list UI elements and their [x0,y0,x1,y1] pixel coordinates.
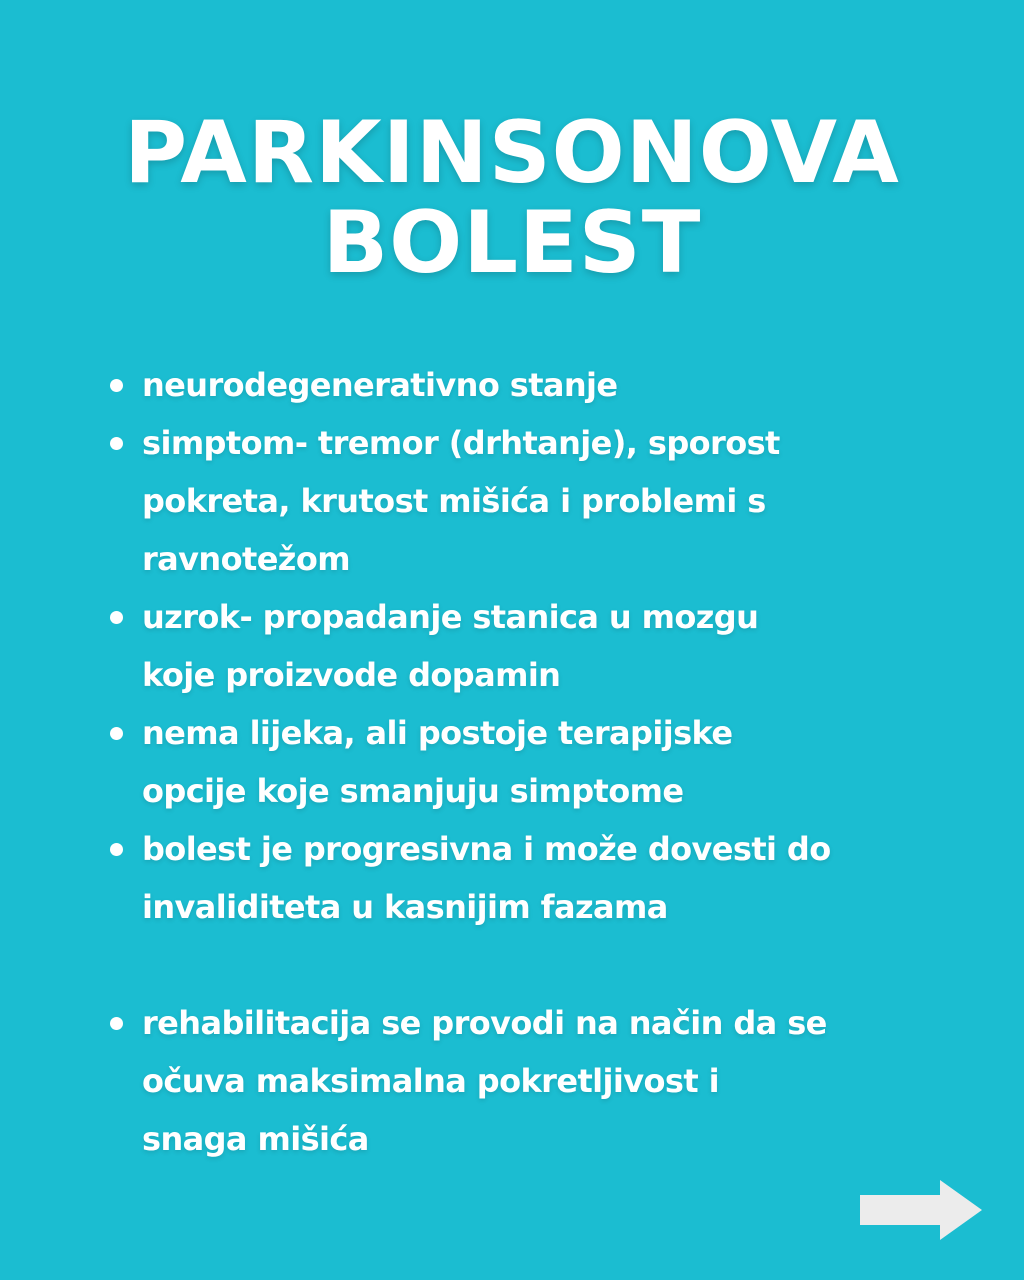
bullet-item [110,414,940,588]
bullet-line: opcije koje smanjuju simptome [142,772,684,810]
title-line-1: PARKINSONOVA [124,103,900,203]
bullet-line: nema lijeka, ali postoje terapijske [142,714,733,752]
bullet-line: pokreta, krutost mišića i problemi s [142,482,766,520]
bullet-line: koje proizvode dopamin [142,656,561,694]
bullet-item [110,704,940,820]
bullet-line: neurodegenerativno stanje [142,366,618,404]
bullet-dot-icon [110,379,123,392]
title-line-2: BOLEST [322,193,702,293]
bullet-line: rehabilitacija se provodi na način da se [142,1004,827,1042]
right-arrow-icon[interactable] [858,1178,984,1242]
bullet-line: invaliditeta u kasnijim fazama [142,888,668,926]
bullet-line: bolest je progresivna i može dovesti do [142,830,831,868]
bullet-list [110,356,940,1168]
bullet-line: snaga mišića [142,1120,369,1158]
page-title [0,103,1024,293]
bullet-dot-icon [110,843,123,856]
bullet-dot-icon [110,727,123,740]
bullet-dot-icon [110,437,123,450]
bullet-item [110,588,940,704]
bullet-item [110,994,940,1168]
bullet-dot-icon [110,611,123,624]
bullet-line: simptom- tremor (drhtanje), sporost [142,424,780,462]
bullet-line: uzrok- propadanje stanica u mozgu [142,598,759,636]
bullet-line: ravnotežom [142,540,350,578]
bullet-dot-icon [110,1017,123,1030]
bullet-item [110,356,940,414]
bullet-line: očuva maksimalna pokretljivost i [142,1062,719,1100]
bullet-item [110,820,940,936]
